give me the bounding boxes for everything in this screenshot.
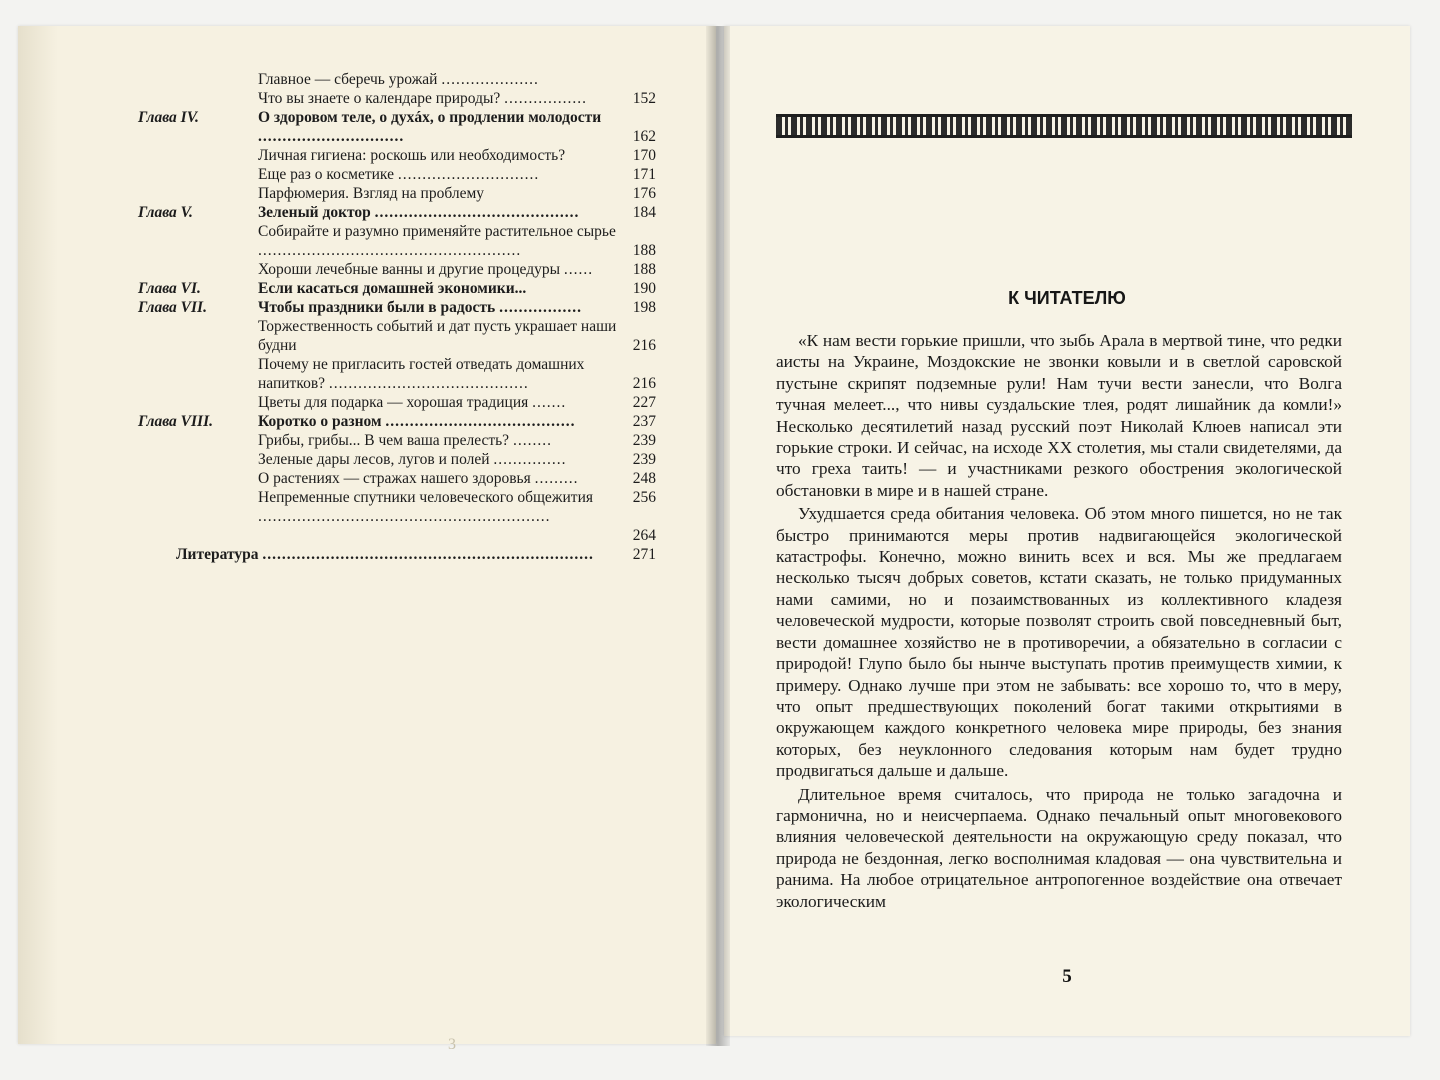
toc-leader-dots: .............................	[397, 166, 540, 183]
toc-leader-dots: ......................................................	[258, 242, 522, 259]
toc-page-number: 188	[632, 261, 656, 278]
toc-title-text: Парфюмерия. Взгляд на проблему	[258, 185, 485, 202]
toc-entry	[138, 450, 668, 469]
toc-title	[258, 279, 668, 298]
ornamental-border	[776, 114, 1352, 138]
toc-chapter-label: Глава V.	[138, 204, 193, 221]
toc-entry	[138, 431, 668, 450]
toc-page-number: 264	[632, 527, 656, 544]
toc-leader-dots: ......	[563, 261, 594, 278]
toc-page-number: 176	[632, 185, 656, 202]
toc-title-text: Чтобы праздники были в радость	[258, 299, 496, 316]
toc-title-text: Хороши лечебные ванны и другие процедуры	[258, 261, 561, 278]
toc-chapter-label: Глава IV.	[138, 109, 199, 126]
toc-title-text: Личная гигиена: роскошь или необходимость?	[258, 147, 566, 164]
toc-title	[258, 317, 668, 355]
toc-leader-dots: .................	[499, 299, 582, 316]
toc-entry	[138, 526, 668, 545]
toc-page-number: 170	[632, 147, 656, 164]
toc-title	[258, 355, 668, 393]
toc-title-text: Если касаться домашней экономики...	[258, 280, 527, 297]
toc-leader-dots: ........	[512, 432, 552, 449]
toc-title-text: Собирайте и разумно применяйте растительное сырье	[258, 223, 616, 240]
toc-title	[258, 165, 668, 184]
paragraph: Длительное время считалось, что природа не только загадочна и гармонична, но и неисчерпаема. Однако печальный опыт многовекового влияния человеческой деятельности на окружающую среду показал, что природа не бездонная, легко восполнимая кладовая — она чувствительна и ранима. На любое отрицательное антропогенное воздействие она отвечает экологическим	[776, 784, 1342, 911]
toc-title	[258, 393, 668, 412]
toc-entry	[138, 108, 668, 146]
toc-page-number: 184	[632, 204, 656, 221]
toc-leader-dots: ....................	[441, 71, 539, 88]
toc-entry	[138, 355, 668, 393]
toc-page-number: 256	[632, 489, 656, 506]
toc-leader-dots: ..............................	[258, 128, 405, 145]
page-edge-shadow	[18, 26, 58, 1044]
toc-title	[258, 70, 668, 89]
book-gutter	[706, 26, 730, 1046]
left-page	[18, 26, 716, 1053]
toc-title-text: Главное — сберечь урожай	[258, 71, 438, 88]
toc-chapter-label: Глава VII.	[138, 299, 207, 316]
toc-leader-dots: ..........................................	[374, 204, 580, 221]
toc-title	[258, 450, 668, 469]
toc-title	[258, 412, 668, 431]
toc-title-text: Литература	[176, 546, 259, 563]
toc-title-text: Почему не пригласить гостей отведать домашних напитков?	[258, 356, 585, 392]
table-of-contents	[138, 70, 668, 564]
toc-entry	[138, 488, 668, 526]
toc-title	[258, 108, 668, 146]
toc-title-text: Зеленый доктор	[258, 204, 371, 221]
toc-title-text: О здоровом теле, о духáх, о продлении молодости	[258, 109, 602, 126]
paragraph: «К нам вести горькие пришли, что зыбь Арала в мертвой тине, что редки аисты на Украине, Моздокские не звонки ковыли и в светлой саровской пустыне скрипят подземные рули! Нам тучи вести занесли, что Волга тучная мелеет..., что нивы суздальские тлея, родят лишайник да комли!» Несколько десятилетий назад русский поэт Николай Клюев написал эти горькие строки. И сейчас, на исходе XX столетия, мы стали свидетелями, да что греха таить! — и участниками резкого обострения экологической обстановки в мире и в нашей стране.	[776, 331, 1342, 500]
toc-title-text: Цветы для подарка — хорошая традиция	[258, 394, 529, 411]
toc-title	[258, 89, 668, 108]
toc-page-number: 190	[632, 280, 656, 297]
toc-title-text: Зеленые дары лесов, лугов и полей	[258, 451, 490, 468]
toc-page-number: 152	[632, 90, 656, 107]
toc-page-number: 227	[632, 394, 656, 411]
toc-title-text: Торжественность событий и дат пусть украшает наши будни	[258, 318, 617, 354]
toc-entry	[138, 222, 668, 260]
toc-title	[258, 260, 668, 279]
toc-title-text: Еще раз о косметике	[258, 166, 394, 183]
toc-page-number: 171	[632, 166, 656, 183]
toc-title	[258, 469, 668, 488]
toc-entry	[138, 184, 668, 203]
toc-page-number: 162	[632, 128, 656, 145]
toc-entry	[138, 260, 668, 279]
toc-leader-dots: .................	[504, 90, 588, 107]
toc-title	[258, 146, 668, 165]
toc-page-number: 271	[632, 546, 656, 563]
toc-title	[258, 184, 668, 203]
toc-page-number: 198	[632, 299, 656, 316]
toc-page-number: 248	[632, 470, 656, 487]
toc-leader-dots: ............................................................	[258, 508, 551, 525]
section-heading: К ЧИТАТЕЛЮ	[1008, 288, 1126, 308]
toc-chapter-label: Глава VI.	[138, 280, 201, 297]
paragraph: Ухудшается среда обитания человека. Об этом много пишется, но не так быстро принимаются меры против надвигающейся экологической катастрофы. Конечно, можно винить всех и вся. Мы же предлагаем несколько тысяч добрых советов, кстати сказать, не только придуманных нами самими, но и позаимствованных из коллективного кладезя человеческой мудрости, которые позволят строить свой повседневный быт, вести домашнее хозяйство не в противоречии, а обязательно в согласии с природой! Глупо было бы нынче выступать против преимуществ химии, к примеру. Однако лучше при этом не забывать: все хорошо то, что в меру, что опыт предшествующих поколений богат такими открытиями в окружающем каждого конкретного человека мире природы, без знания которых, без неуклонного следования которым нам будет трудно продвигаться дальше и дальше.	[776, 504, 1342, 781]
toc-title	[258, 203, 668, 222]
left-page-number: 3	[448, 1036, 456, 1053]
toc-title	[258, 488, 668, 526]
toc-page-number: 237	[632, 413, 656, 430]
toc-page-number: 216	[632, 375, 656, 392]
toc-entry	[138, 412, 668, 431]
toc-entry	[138, 279, 668, 298]
toc-entry	[138, 70, 668, 89]
toc-entry	[138, 146, 668, 165]
toc-leader-dots: ...............	[493, 451, 567, 468]
toc-page-number: 239	[632, 451, 656, 468]
toc-title-text: Непременные спутники человеческого общежития	[258, 489, 593, 506]
toc-leader-dots: .........................................	[328, 375, 529, 392]
toc-entry	[138, 165, 668, 184]
toc-title-text: О растениях — стражах нашего здоровья	[258, 470, 531, 487]
toc-page-number: 216	[632, 337, 656, 354]
toc-title	[258, 298, 668, 317]
toc-entry	[138, 203, 668, 222]
toc-chapter-label: Глава VIII.	[138, 413, 213, 430]
toc-leader-dots: .......................................	[385, 413, 576, 430]
toc-entry	[138, 545, 668, 564]
toc-page-number: 188	[632, 242, 656, 259]
toc-entry	[138, 317, 668, 355]
toc-title	[258, 431, 668, 450]
toc-leader-dots: .......	[532, 394, 567, 411]
body-text	[776, 330, 1342, 914]
toc-leader-dots: ....................................................................	[262, 546, 594, 563]
page-number: 5	[1062, 966, 1072, 987]
toc-entry	[138, 393, 668, 412]
toc-title-text: Коротко о разном	[258, 413, 382, 430]
toc-entry	[138, 298, 668, 317]
toc-title	[176, 545, 668, 564]
toc-title-text: Грибы, грибы... В чем ваша прелесть?	[258, 432, 510, 449]
toc-entry	[138, 89, 668, 108]
toc-title	[258, 222, 668, 260]
toc-leader-dots: .........	[534, 470, 579, 487]
toc-entry	[138, 469, 668, 488]
right-page	[724, 26, 1410, 1036]
toc-title-text: Что вы знаете о календаре природы?	[258, 90, 501, 107]
toc-page-number: 239	[632, 432, 656, 449]
